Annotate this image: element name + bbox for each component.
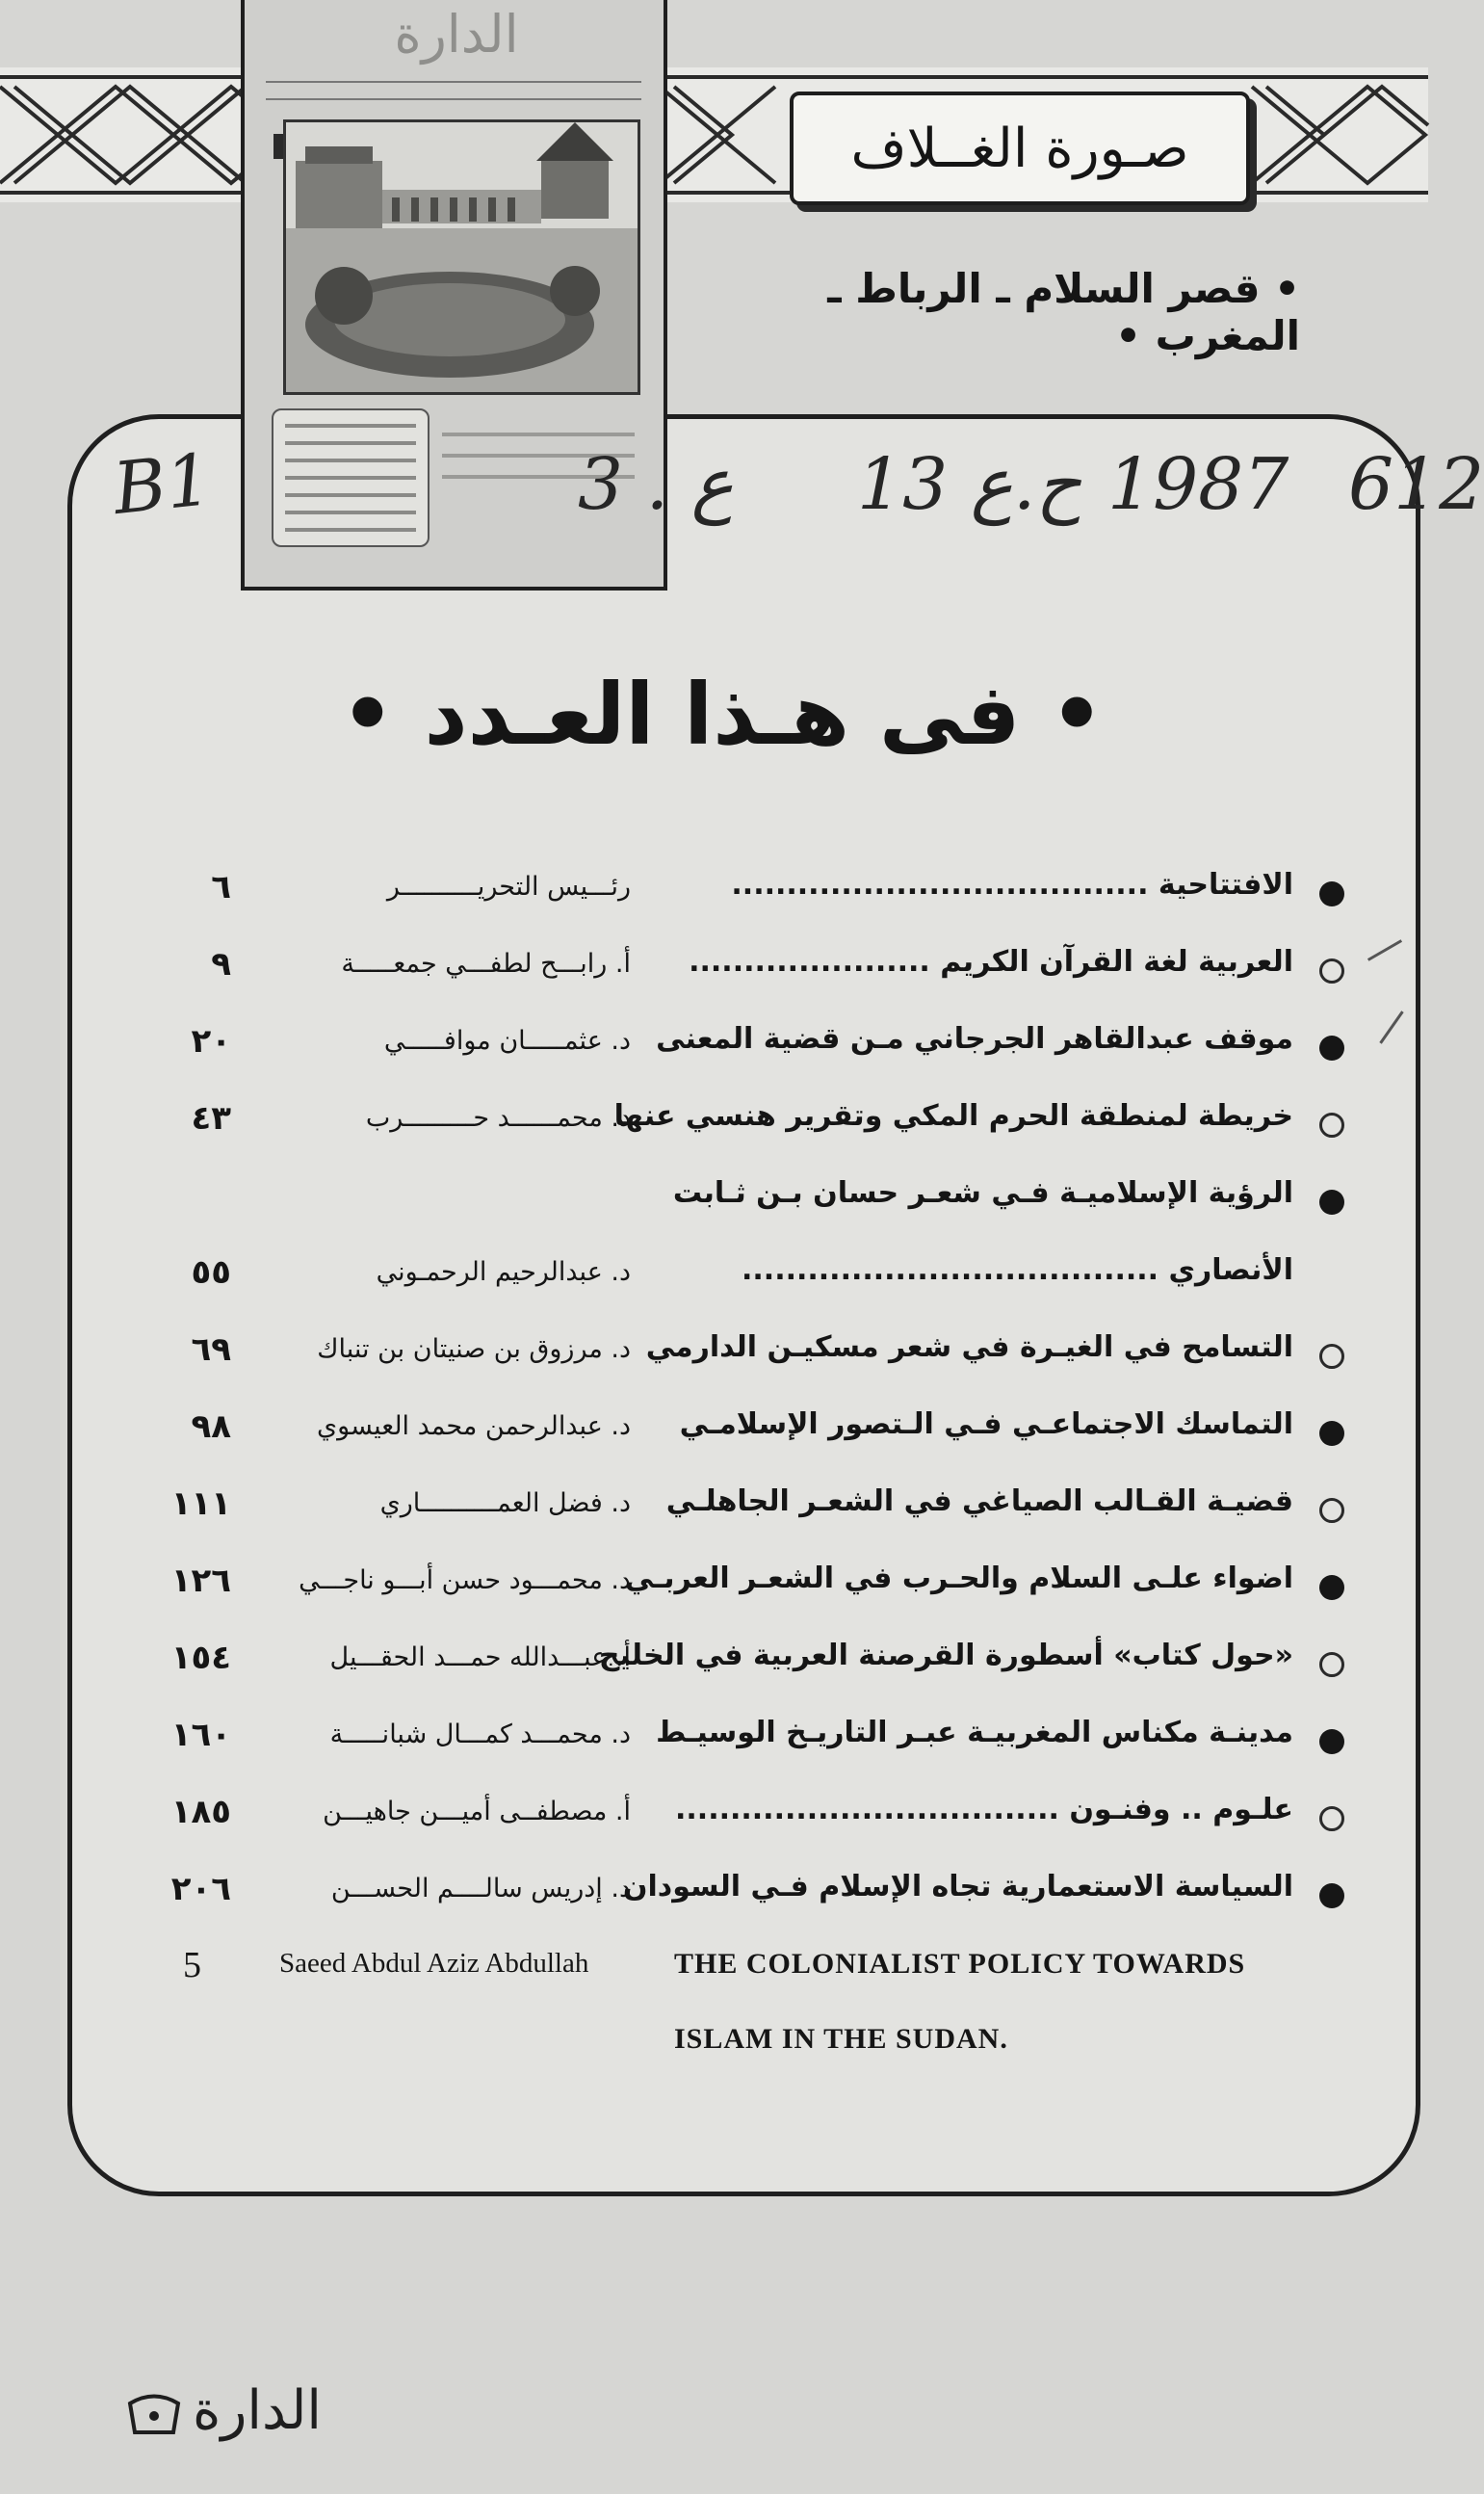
bullet-hollow-icon	[1319, 1806, 1344, 1831]
toc-page: ٦	[211, 868, 231, 906]
toc-entry	[0, 860, 1428, 928]
palace-illustration	[286, 122, 638, 392]
toc-entry	[0, 1477, 1428, 1544]
toc-entry	[0, 1014, 1428, 1082]
toc-title: الافتتاحية ......................................	[731, 868, 1293, 902]
toc-author: أ. رابـــح لطفـــي جمعـــــة	[341, 949, 631, 979]
bullet-filled-icon	[1319, 1421, 1344, 1446]
toc-page: ٥٥	[191, 1253, 231, 1292]
toc-page: ١٨٥	[170, 1793, 231, 1831]
toc-entry	[0, 1554, 1428, 1621]
toc-entry	[0, 1168, 1428, 1236]
bullet-filled-icon	[1319, 1575, 1344, 1600]
handwritten-number: 612	[1348, 443, 1484, 526]
toc-page: ٩٨	[191, 1407, 231, 1446]
toc-title: اضواء علـى السلام والحـرب في الشعـر العربـي	[624, 1562, 1293, 1595]
footer-logo-text: الدارة	[193, 2379, 322, 2442]
toc-author: رئـــيس التحريــــــــــر	[386, 872, 631, 902]
english-title-line-1: THE COLONIALIST POLICY TOWARDS	[674, 1948, 1246, 1980]
handwritten-year: 1987	[1107, 443, 1289, 526]
toc-author: د. محمــــــد حـــــــــرب	[365, 1103, 631, 1133]
toc-page: ٩	[211, 945, 231, 984]
handwritten-annotation	[106, 437, 1484, 549]
toc-page: ١٥٤	[170, 1639, 231, 1677]
toc-title: قضيـة القـالب الصياغي في الشعـر الجاهلـي	[665, 1484, 1293, 1518]
toc-entry	[0, 1862, 1428, 1930]
toc-page: ٢٠٦	[170, 1870, 231, 1908]
toc-entry	[0, 1708, 1428, 1775]
toc-entry	[0, 937, 1428, 1005]
toc-entry	[0, 1323, 1428, 1390]
magazine-logo: الدارة	[394, 4, 519, 65]
bullet-hollow-icon	[1319, 958, 1344, 984]
toc-author: د. عبدالرحمن محمد العيسوي	[316, 1411, 631, 1441]
toc-author: د. عبدالرحيم الرحمـوني	[376, 1257, 631, 1287]
bullet-hollow-icon	[1319, 1498, 1344, 1523]
cover-heading: صـورة الغــلاف	[790, 92, 1250, 205]
bullet-filled-icon	[1319, 1190, 1344, 1215]
footer-logo	[125, 2379, 337, 2456]
bullet-filled-icon	[1319, 881, 1344, 906]
toc-title: «حول كتاب» أسطورة القرصنة العربية في الخليج	[598, 1639, 1293, 1672]
toc-author: أ. مصطفــى أميـــن جاهيـــن	[323, 1797, 631, 1826]
bullet-filled-icon	[1319, 1036, 1344, 1061]
toc-title: العربية لغة القرآن الكريم ......................	[689, 945, 1293, 979]
toc-title: موقف عبدالقاهر الجرجاني مـن قضية المعنى	[656, 1022, 1293, 1056]
toc-page: ١٦٠	[170, 1716, 231, 1754]
toc-author: د. محمـــد كمـــال شبانـــــة	[329, 1720, 631, 1749]
toc-page: ٤٣	[191, 1099, 231, 1138]
english-page: 5	[183, 1945, 201, 1985]
toc-title: التماسك الاجتماعـي فـي الـتصور الإسلامـي	[679, 1407, 1293, 1441]
toc-entry	[0, 1785, 1428, 1852]
toc-page: ٦٩	[191, 1330, 231, 1369]
toc-author: د. فضل العمــــــــــاري	[379, 1488, 631, 1518]
magazine-subtitle-line	[266, 81, 641, 100]
bullet-hollow-icon	[1319, 1652, 1344, 1677]
toc-page: ١٢٦	[170, 1562, 231, 1600]
toc-title: مدينـة مكناس المغربيـة عبـر التاريـخ الوسيـط	[656, 1716, 1293, 1749]
english-title-line-2: ISLAM IN THE SUDAN.	[674, 2023, 1008, 2055]
toc-author: د. محمـــود حسن أبـــو ناجـــي	[299, 1565, 631, 1595]
toc-entry	[0, 1246, 1428, 1313]
handwritten-note: B1	[109, 437, 216, 532]
toc-title: خريطة لمنطقة الحرم المكي وتقرير هنسي عنها	[613, 1099, 1293, 1133]
toc-title: السياسة الاستعمارية تجاه الإسلام فـي السودان	[622, 1870, 1293, 1903]
bullet-hollow-icon	[1319, 1113, 1344, 1138]
toc-title: الرؤية الإسلاميـة فـي شعـر حسان بـن ثـابت	[672, 1176, 1293, 1210]
toc-title: علـوم .. وفنـون ...................................	[675, 1793, 1293, 1826]
toc-page: ١١١	[170, 1484, 231, 1523]
toc-entry	[0, 1091, 1428, 1159]
bullet-filled-icon	[1319, 1729, 1344, 1754]
palace-photo	[283, 119, 640, 395]
toc-author: أ. عبـــدالله حمـــد الحقـــيل	[329, 1642, 631, 1672]
toc-entry	[0, 1631, 1428, 1698]
handwritten-issue: 13 ح.ع	[857, 443, 1082, 526]
toc-author: د. مرزوق بن صنيتان بن تنباك	[317, 1334, 631, 1364]
toc-page: ٢٠	[191, 1022, 231, 1061]
toc-title: التسامح في الغيـرة في شعر مسكيـن الدارمي	[645, 1330, 1293, 1364]
contents-heading: • فى هـذا العـدد •	[340, 665, 1105, 764]
toc-author: د. إدريس سالــــم الحســـن	[330, 1874, 631, 1903]
bullet-filled-icon	[1319, 1883, 1344, 1908]
toc-title: الأنصاري ......................................	[742, 1253, 1293, 1287]
bullet-hollow-icon	[1319, 1344, 1344, 1369]
english-author: Saeed Abdul Aziz Abdullah	[279, 1948, 589, 1979]
footer-emblem-icon	[125, 2389, 183, 2437]
cover-caption: • قصر السلام ـ الرباط ـ المغرب •	[827, 265, 1300, 359]
toc-entry	[0, 1400, 1428, 1467]
toc-author: د. عثمـــــان موافـــــي	[383, 1026, 631, 1056]
handwritten-reference: 3 . ع	[578, 443, 734, 526]
